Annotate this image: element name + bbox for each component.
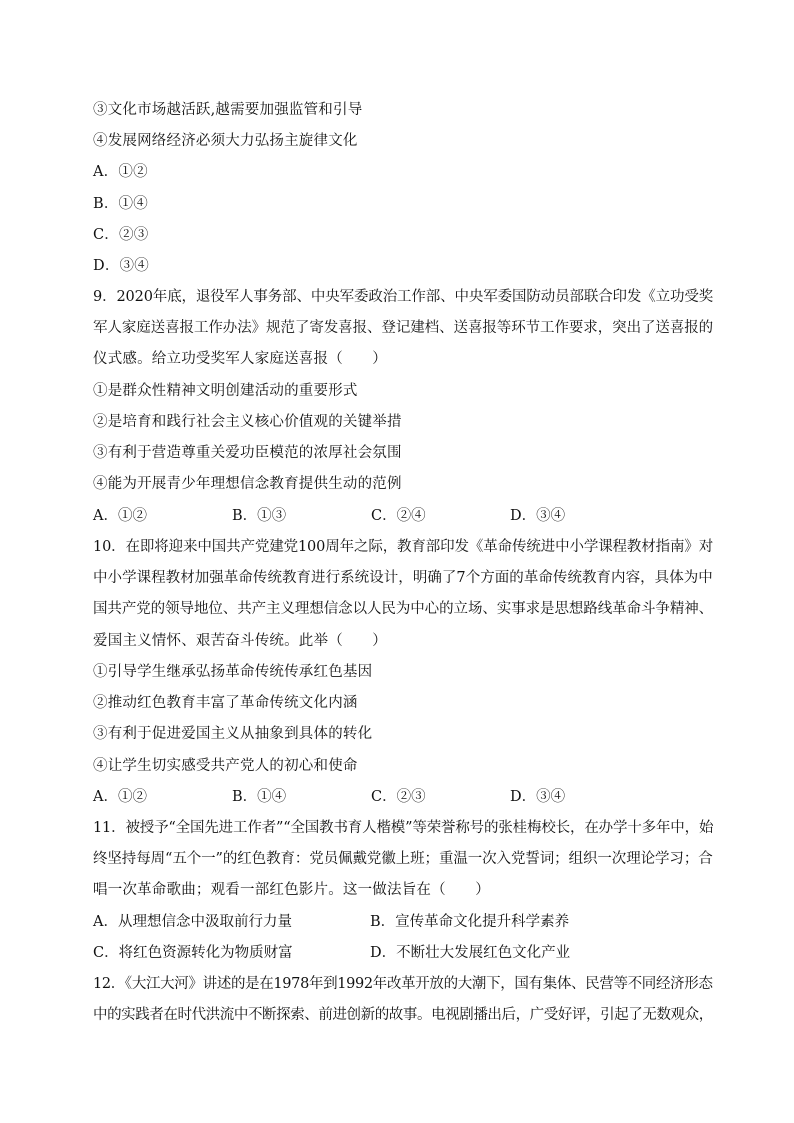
q9-item-4: ④能为开展青少年理想信念教育提供生动的范例 bbox=[93, 476, 402, 492]
q8-option-a: A．①② bbox=[93, 164, 148, 180]
q10-stem-line-3: 国共产党的领导地位、共产主义理想信念以人民为中心的立场、实事求是思想路线革命斗争精神、 bbox=[93, 601, 714, 617]
q12-stem-line-2: 中的实践者在时代洪流中不断探索、前进创新的故事。电视剧播出后，广受好评，引起了无数观众， bbox=[93, 1007, 713, 1023]
q9-stem-line-3: 仪式感。给立功受奖军人家庭送喜报（ ） bbox=[93, 351, 387, 367]
q10-option-c: C．②③ bbox=[371, 789, 426, 805]
q9-option-d: D．③④ bbox=[510, 508, 566, 524]
q9-option-a: A．①② bbox=[93, 508, 147, 524]
q10-item-3: ③有利于促进爱国主义从抽象到具体的转化 bbox=[93, 726, 373, 742]
q10-option-b: B．①④ bbox=[232, 789, 287, 805]
q9-item-3: ③有利于营造尊重关爱功臣模范的浓厚社会氛围 bbox=[93, 445, 402, 461]
q9-stem-line-1: 9．2020年底，退役军人事务部、中央军委政治工作部、中央军委国防动员部联合印发《立功受奖 bbox=[93, 289, 714, 305]
q9-item-2: ②是培育和践行社会主义核心价值观的关键举措 bbox=[93, 414, 402, 430]
q10-item-1: ①引导学生继承弘扬革命传统传承红色基因 bbox=[93, 664, 373, 680]
q11-stem-line-3: 唱一次革命歌曲；观看一部红色影片。这一做法旨在（ ） bbox=[93, 882, 490, 898]
q9-item-1: ①是群众性精神文明创建活动的重要形式 bbox=[93, 383, 358, 399]
q10-item-4: ④让学生切实感受共产党人的初心和使命 bbox=[93, 758, 358, 774]
q9-option-b: B．①③ bbox=[232, 508, 287, 524]
q11-option-c: C．将红色资源转化为物质财富 bbox=[93, 945, 293, 961]
q11-stem-line-2: 终坚持每周“五个一”的红色教育：党员佩戴党徽上班；重温一次入党誓词；组织一次理论学习；合 bbox=[93, 851, 713, 867]
q10-option-d: D．③④ bbox=[510, 789, 566, 805]
q11-option-b: B．宣传革命文化提升科学素养 bbox=[370, 914, 570, 930]
q12-stem-line-1: 12．《大江大河》讲述的是在1978年到1992年改革开放的大潮下，国有集体、民营等不同经济形态 bbox=[93, 976, 713, 992]
q11-option-d: D．不断壮大发展红色文化产业 bbox=[370, 945, 571, 961]
q11-stem-line-1: 11．被授予“全国先进工作者”“全国教书育人楷模”等荣誉称号的张桂梅校长，在办学十多年中，始 bbox=[93, 820, 714, 836]
q10-option-a: A．①② bbox=[93, 789, 147, 805]
q8-option-b: B．①④ bbox=[93, 196, 148, 212]
q8-option-c: C．②③ bbox=[93, 227, 149, 243]
q8-item-3: ③文化市场越活跃,越需要加强监管和引导 bbox=[93, 102, 363, 118]
q10-stem-line-4: 爱国主义情怀、艰苦奋斗传统。此举（ ） bbox=[93, 633, 387, 649]
q9-option-c: C．②④ bbox=[371, 508, 426, 524]
q11-option-a: A．从理想信念中汲取前行力量 bbox=[93, 914, 292, 930]
q8-option-d: D．③④ bbox=[93, 258, 149, 274]
q10-item-2: ②推动红色教育丰富了革命传统文化内涵 bbox=[93, 695, 358, 711]
q10-stem-line-1: 10．在即将迎来中国共产党建党100周年之际，教育部印发《革命传统进中小学课程教材指南》对 bbox=[93, 539, 714, 555]
q9-stem-line-2: 军人家庭送喜报工作办法》规范了寄发喜报、登记建档、送喜报等环节工作要求，突出了送喜报的 bbox=[93, 320, 714, 336]
q8-item-4: ④发展网络经济必须大力弘扬主旋律文化 bbox=[93, 133, 358, 149]
q10-stem-line-2: 中小学课程教材加强革命传统教育进行系统设计，明确了7个方面的革命传统教育内容，具体为中 bbox=[93, 570, 713, 586]
